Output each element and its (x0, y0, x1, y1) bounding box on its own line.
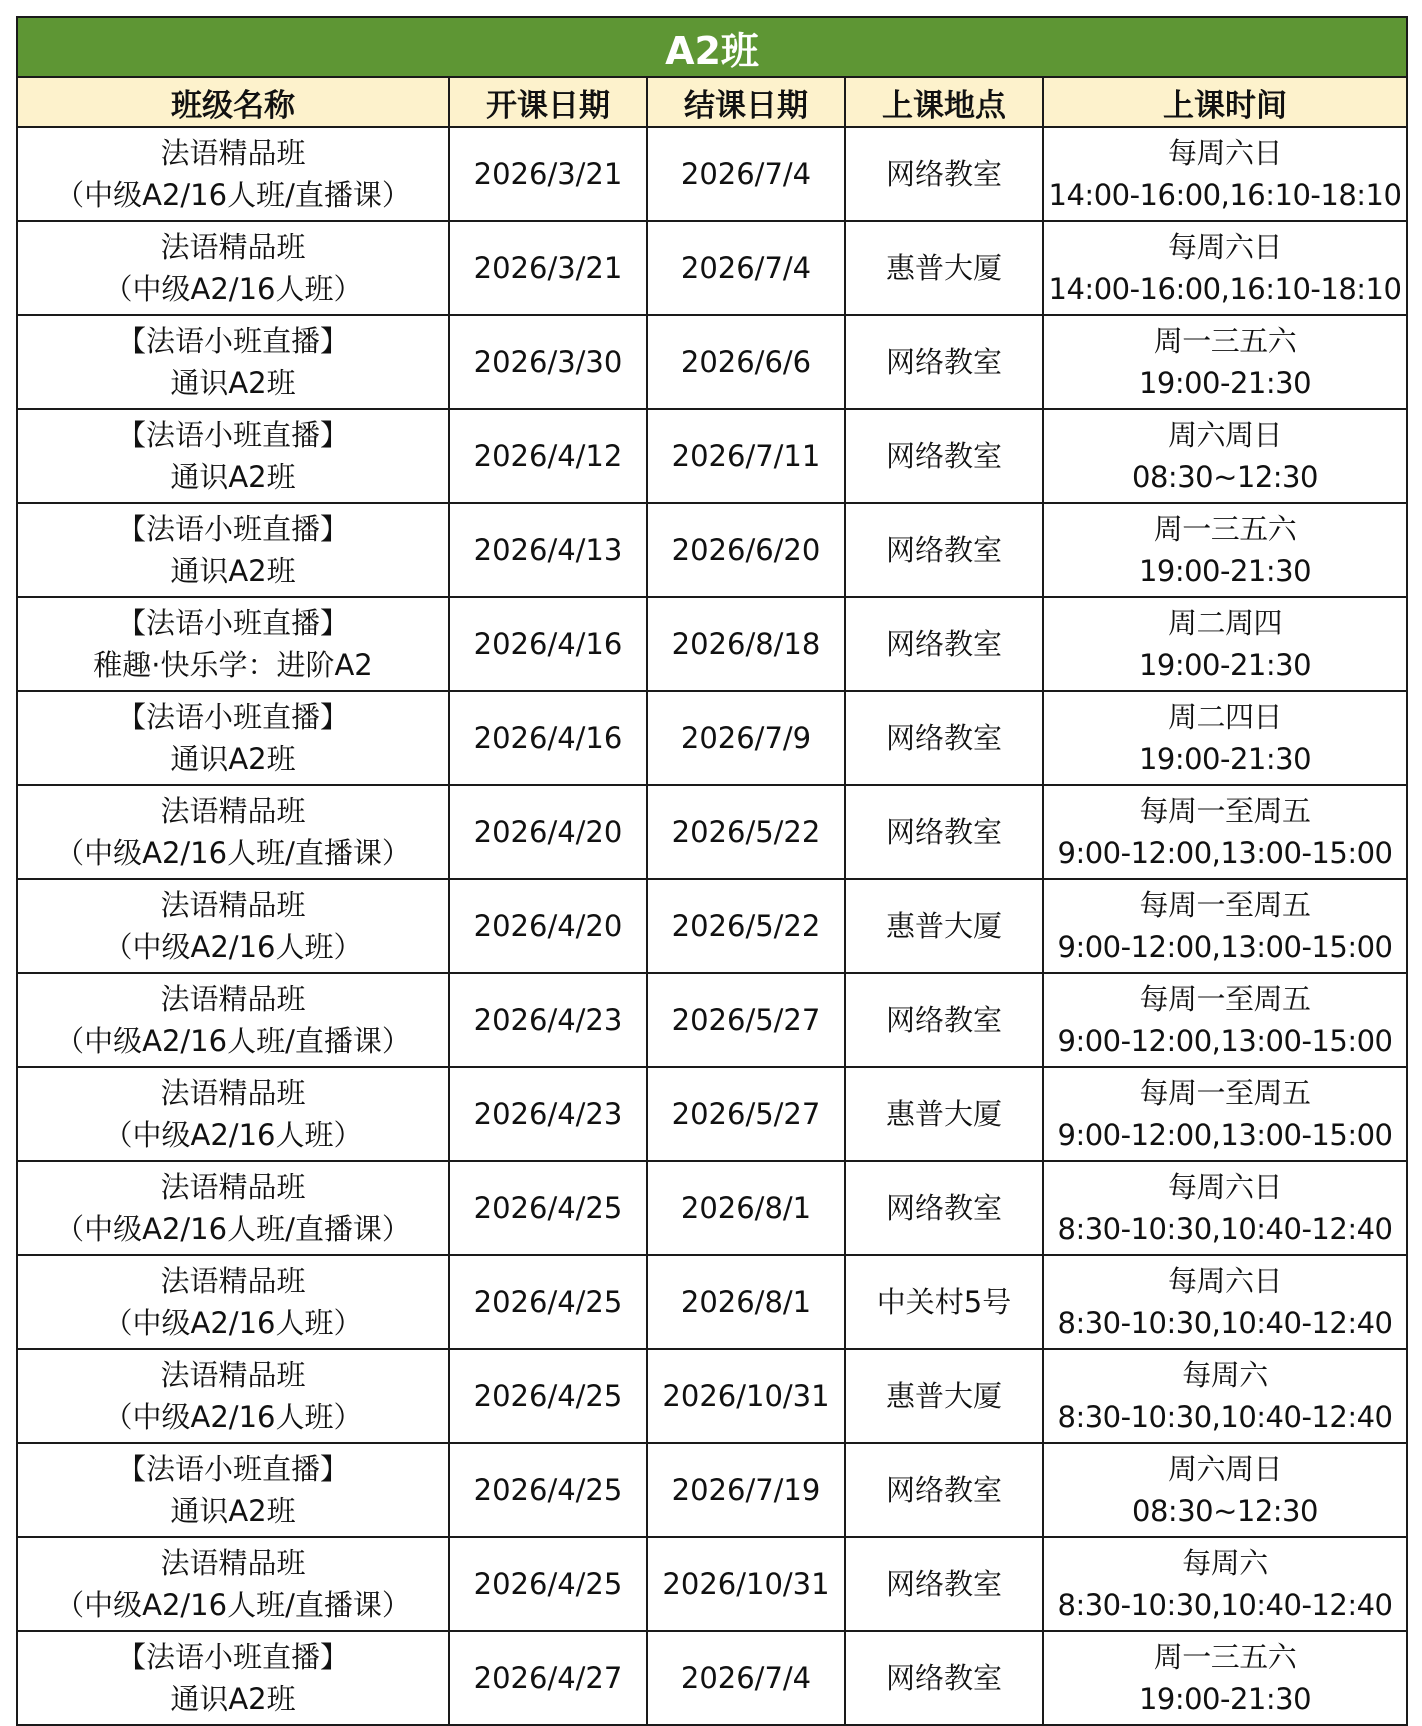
class-name-cell (17, 503, 449, 597)
time-days-line: 每周六日 (1167, 1170, 1282, 1204)
time-cell (1043, 879, 1407, 973)
table-row (17, 1443, 1407, 1537)
start-date-cell: 2026/4/20 (449, 879, 647, 973)
table-row (17, 1631, 1407, 1725)
location-cell: 网络教室 (845, 315, 1043, 409)
class-name-line: （中级A2/16人班/直播课） (55, 1212, 411, 1246)
start-date-cell: 2026/3/30 (449, 315, 647, 409)
end-date-cell: 2026/7/19 (647, 1443, 845, 1537)
location-cell: 网络教室 (845, 127, 1043, 221)
class-name-cell (17, 973, 449, 1067)
end-date-cell: 2026/5/27 (647, 973, 845, 1067)
time-hours-line: 14:00-16:00,16:10-18:10 (1048, 178, 1402, 212)
class-name-line: 法语精品班 (160, 230, 306, 264)
time-days-line: 周一三五六 (1153, 1640, 1297, 1674)
table-row (17, 1255, 1407, 1349)
end-date-cell: 2026/5/22 (647, 879, 845, 973)
time-hours-line: 8:30-10:30,10:40-12:40 (1057, 1588, 1393, 1622)
end-date-cell: 2026/10/31 (647, 1349, 845, 1443)
end-date-cell: 2026/5/27 (647, 1067, 845, 1161)
time-days-line: 每周一至周五 (1139, 982, 1311, 1016)
class-name-line: 法语精品班 (160, 982, 306, 1016)
time-cell (1043, 409, 1407, 503)
location-cell: 网络教室 (845, 1631, 1043, 1725)
column-header-start-date: 开课日期 (449, 77, 647, 127)
class-name-line: 【法语小班直播】 (116, 606, 349, 640)
time-cell (1043, 785, 1407, 879)
start-date-cell: 2026/4/16 (449, 691, 647, 785)
class-name-line: （中级A2/16人班） (103, 272, 363, 306)
end-date-cell: 2026/8/18 (647, 597, 845, 691)
class-name-line: 通识A2班 (170, 460, 296, 494)
time-cell (1043, 1349, 1407, 1443)
time-cell (1043, 1631, 1407, 1725)
class-name-line: 【法语小班直播】 (116, 1452, 349, 1486)
column-header-location: 上课地点 (845, 77, 1043, 127)
time-days-line: 每周六日 (1167, 1264, 1282, 1298)
class-name-line: 法语精品班 (160, 888, 306, 922)
start-date-cell: 2026/4/25 (449, 1443, 647, 1537)
time-hours-line: 9:00-12:00,13:00-15:00 (1057, 836, 1393, 870)
location-cell: 惠普大厦 (845, 1349, 1043, 1443)
time-hours-line: 08:30~12:30 (1132, 460, 1318, 494)
table-row (17, 1067, 1407, 1161)
table-row (17, 409, 1407, 503)
end-date-cell: 2026/5/22 (647, 785, 845, 879)
time-days-line: 每周六日 (1167, 136, 1282, 170)
class-name-line: 【法语小班直播】 (116, 700, 349, 734)
end-date-cell: 2026/8/1 (647, 1255, 845, 1349)
time-cell (1043, 221, 1407, 315)
table-row (17, 1537, 1407, 1631)
end-date-cell: 2026/6/20 (647, 503, 845, 597)
location-cell: 惠普大厦 (845, 221, 1043, 315)
table-row (17, 597, 1407, 691)
time-days-line: 周一三五六 (1153, 324, 1297, 358)
table-row (17, 221, 1407, 315)
table-body (17, 127, 1407, 1725)
table-row (17, 691, 1407, 785)
start-date-cell: 2026/3/21 (449, 221, 647, 315)
class-name-line: 法语精品班 (160, 1358, 306, 1392)
time-days-line: 每周一至周五 (1139, 1076, 1311, 1110)
start-date-cell: 2026/4/16 (449, 597, 647, 691)
end-date-cell: 2026/7/11 (647, 409, 845, 503)
time-days-line: 周一三五六 (1153, 512, 1297, 546)
time-cell (1043, 127, 1407, 221)
start-date-cell: 2026/4/23 (449, 973, 647, 1067)
table-row (17, 973, 1407, 1067)
class-name-line: 通识A2班 (170, 1494, 296, 1528)
time-hours-line: 19:00-21:30 (1138, 742, 1312, 776)
class-name-cell (17, 597, 449, 691)
time-cell (1043, 315, 1407, 409)
class-name-cell (17, 1255, 449, 1349)
time-hours-line: 9:00-12:00,13:00-15:00 (1057, 1024, 1393, 1058)
class-name-line: 【法语小班直播】 (116, 1640, 349, 1674)
class-name-line: 稚趣·快乐学：进阶A2 (93, 648, 373, 682)
location-cell: 网络教室 (845, 409, 1043, 503)
class-name-cell (17, 691, 449, 785)
time-hours-line: 8:30-10:30,10:40-12:40 (1057, 1212, 1393, 1246)
start-date-cell: 2026/4/12 (449, 409, 647, 503)
time-days-line: 周六周日 (1167, 1452, 1282, 1486)
location-cell: 惠普大厦 (845, 879, 1043, 973)
class-name-line: （中级A2/16人班/直播课） (55, 1588, 411, 1622)
start-date-cell: 2026/3/21 (449, 127, 647, 221)
time-hours-line: 19:00-21:30 (1138, 1682, 1312, 1716)
class-name-cell (17, 127, 449, 221)
end-date-cell: 2026/7/4 (647, 1631, 845, 1725)
time-cell (1043, 1537, 1407, 1631)
class-name-cell (17, 879, 449, 973)
time-days-line: 每周一至周五 (1139, 888, 1311, 922)
location-cell: 网络教室 (845, 597, 1043, 691)
time-hours-line: 19:00-21:30 (1138, 648, 1312, 682)
class-schedule-table (16, 16, 1408, 1726)
class-name-line: 法语精品班 (160, 1546, 306, 1580)
class-name-cell (17, 1161, 449, 1255)
class-name-line: 通识A2班 (170, 1682, 296, 1716)
time-cell (1043, 597, 1407, 691)
class-name-line: 通识A2班 (170, 554, 296, 588)
class-name-line: 【法语小班直播】 (116, 512, 349, 546)
time-days-line: 每周一至周五 (1139, 794, 1311, 828)
location-cell: 网络教室 (845, 691, 1043, 785)
class-name-line: 【法语小班直播】 (116, 324, 349, 358)
time-cell (1043, 1161, 1407, 1255)
end-date-cell: 2026/7/4 (647, 127, 845, 221)
location-cell: 网络教室 (845, 973, 1043, 1067)
time-cell (1043, 503, 1407, 597)
time-days-line: 每周六日 (1167, 230, 1282, 264)
location-cell: 网络教室 (845, 503, 1043, 597)
end-date-cell: 2026/6/6 (647, 315, 845, 409)
class-name-cell (17, 315, 449, 409)
class-name-line: （中级A2/16人班） (103, 1118, 363, 1152)
table-row (17, 503, 1407, 597)
start-date-cell: 2026/4/25 (449, 1161, 647, 1255)
time-days-line: 周二周四 (1167, 606, 1282, 640)
column-header-time: 上课时间 (1043, 77, 1407, 127)
location-cell: 中关村5号 (845, 1255, 1043, 1349)
time-days-line: 每周六 (1182, 1546, 1268, 1580)
table-row (17, 1161, 1407, 1255)
column-header-class-name: 班级名称 (17, 77, 449, 127)
table-row (17, 127, 1407, 221)
start-date-cell: 2026/4/25 (449, 1255, 647, 1349)
time-cell (1043, 1443, 1407, 1537)
location-cell: 惠普大厦 (845, 1067, 1043, 1161)
class-name-line: （中级A2/16人班） (103, 930, 363, 964)
class-name-line: 法语精品班 (160, 794, 306, 828)
class-name-cell (17, 1349, 449, 1443)
location-cell: 网络教室 (845, 1537, 1043, 1631)
time-hours-line: 8:30-10:30,10:40-12:40 (1057, 1400, 1393, 1434)
start-date-cell: 2026/4/13 (449, 503, 647, 597)
time-days-line: 周二四日 (1167, 700, 1282, 734)
class-name-line: 通识A2班 (170, 366, 296, 400)
start-date-cell: 2026/4/25 (449, 1537, 647, 1631)
class-name-line: 法语精品班 (160, 136, 306, 170)
time-hours-line: 9:00-12:00,13:00-15:00 (1057, 930, 1393, 964)
time-cell (1043, 973, 1407, 1067)
time-cell (1043, 1067, 1407, 1161)
class-name-line: 【法语小班直播】 (116, 418, 349, 452)
time-hours-line: 14:00-16:00,16:10-18:10 (1048, 272, 1402, 306)
class-name-cell (17, 221, 449, 315)
end-date-cell: 2026/8/1 (647, 1161, 845, 1255)
time-days-line: 周六周日 (1167, 418, 1282, 452)
column-header-end-date: 结课日期 (647, 77, 845, 127)
table-row (17, 879, 1407, 973)
time-hours-line: 08:30~12:30 (1132, 1494, 1318, 1528)
start-date-cell: 2026/4/20 (449, 785, 647, 879)
class-name-line: 通识A2班 (170, 742, 296, 776)
class-name-cell (17, 1067, 449, 1161)
end-date-cell: 2026/7/9 (647, 691, 845, 785)
table-title: A2班 (17, 17, 1407, 77)
class-name-cell (17, 785, 449, 879)
time-hours-line: 8:30-10:30,10:40-12:40 (1057, 1306, 1393, 1340)
class-name-line: （中级A2/16人班/直播课） (55, 836, 411, 870)
class-name-cell (17, 1537, 449, 1631)
class-name-cell (17, 1443, 449, 1537)
start-date-cell: 2026/4/25 (449, 1349, 647, 1443)
time-hours-line: 19:00-21:30 (1138, 554, 1312, 588)
class-name-cell (17, 1631, 449, 1725)
end-date-cell: 2026/7/4 (647, 221, 845, 315)
end-date-cell: 2026/10/31 (647, 1537, 845, 1631)
table-row (17, 785, 1407, 879)
class-name-line: （中级A2/16人班） (103, 1400, 363, 1434)
start-date-cell: 2026/4/27 (449, 1631, 647, 1725)
time-hours-line: 9:00-12:00,13:00-15:00 (1057, 1118, 1393, 1152)
class-name-line: （中级A2/16人班/直播课） (55, 178, 411, 212)
location-cell: 网络教室 (845, 785, 1043, 879)
time-hours-line: 19:00-21:30 (1138, 366, 1312, 400)
location-cell: 网络教室 (845, 1443, 1043, 1537)
class-name-line: 法语精品班 (160, 1076, 306, 1110)
time-days-line: 每周六 (1182, 1358, 1268, 1392)
time-cell (1043, 691, 1407, 785)
class-name-line: （中级A2/16人班） (103, 1306, 363, 1340)
location-cell: 网络教室 (845, 1161, 1043, 1255)
start-date-cell: 2026/4/23 (449, 1067, 647, 1161)
table-row (17, 315, 1407, 409)
class-name-line: 法语精品班 (160, 1264, 306, 1298)
class-name-line: 法语精品班 (160, 1170, 306, 1204)
class-name-line: （中级A2/16人班/直播课） (55, 1024, 411, 1058)
table-row (17, 1349, 1407, 1443)
class-name-cell (17, 409, 449, 503)
time-cell (1043, 1255, 1407, 1349)
